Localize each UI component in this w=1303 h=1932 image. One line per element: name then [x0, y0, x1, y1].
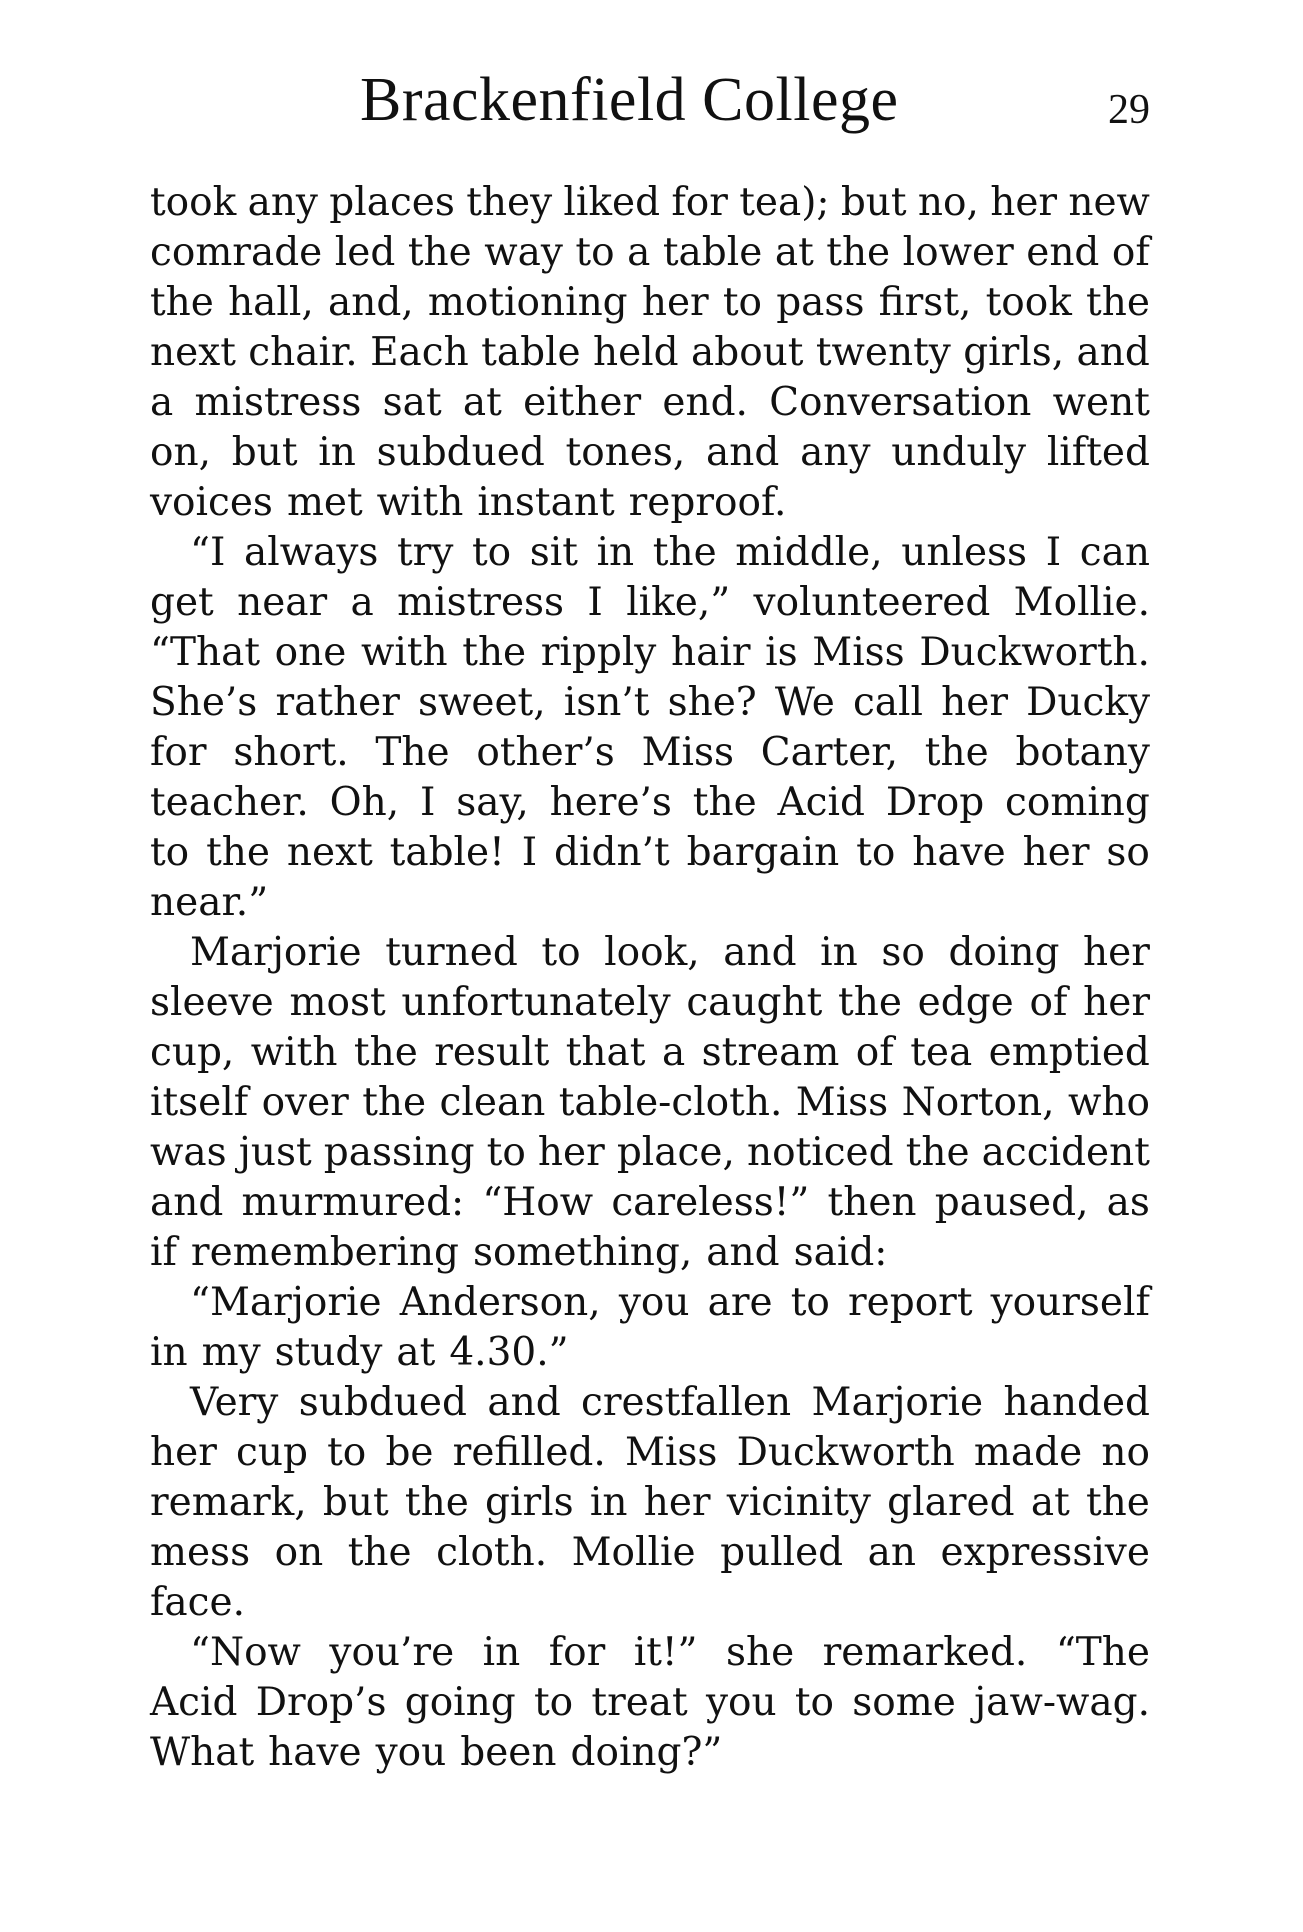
text-line: took any places they liked for tea); but no, her new: [150, 180, 1150, 225]
text-line: Acid Drop’s going to treat you to some jaw-wag.: [150, 1680, 1150, 1725]
text-line: Very subdued and crestfallen Marjorie handed: [190, 1380, 1150, 1425]
text-line: mess on the cloth. Mollie pulled an expressive: [150, 1530, 1150, 1575]
text-line: next chair. Each table held about twenty girls, and: [150, 330, 1150, 375]
text-line: a mistress sat at either end. Conversation went: [150, 380, 1150, 425]
running-title: Brackenfield College: [360, 66, 899, 134]
text-line: voices met with instant reproof.: [150, 480, 787, 525]
text-line: if remembering something, and said:: [150, 1230, 888, 1275]
text-line: sleeve most unfortunately caught the edge of her: [150, 980, 1150, 1025]
text-line: face.: [150, 1580, 246, 1625]
text-line: itself over the clean table-cloth. Miss Norton, who: [150, 1080, 1150, 1125]
text-line: cup, with the result that a stream of tea emptied: [150, 1030, 1150, 1075]
text-line: What have you been doing?”: [150, 1730, 723, 1775]
text-line: on, but in subdued tones, and any unduly lifted: [150, 430, 1150, 475]
page-header: [150, 60, 1150, 140]
text-line: Marjorie turned to look, and in so doing her: [190, 930, 1150, 975]
page-number: 29: [1108, 87, 1150, 133]
text-line: comrade led the way to a table at the lower end of: [150, 230, 1150, 275]
text-line: and murmured: “How careless!” then paused, as: [150, 1180, 1150, 1225]
text-line: for short. The other’s Miss Carter, the botany: [150, 730, 1150, 775]
text-line: teacher. Oh, I say, here’s the Acid Drop coming: [150, 780, 1150, 825]
text-line: the hall, and, motioning her to pass first, took the: [150, 280, 1150, 325]
text-line: get near a mistress I like,” volunteered Mollie.: [150, 580, 1150, 625]
body-text: [150, 178, 1150, 1778]
text-line: “Now you’re in for it!” she remarked. “The: [190, 1630, 1150, 1675]
text-line: She’s rather sweet, isn’t she? We call her Ducky: [150, 680, 1150, 725]
text-line: her cup to be refilled. Miss Duckworth made no: [150, 1430, 1150, 1475]
text-line: in my study at 4.30.”: [150, 1330, 569, 1375]
text-line: to the next table! I didn’t bargain to have her so: [150, 830, 1150, 875]
text-line: near.”: [150, 880, 269, 925]
text-line: was just passing to her place, noticed the accident: [150, 1130, 1150, 1175]
text-line: “Marjorie Anderson, you are to report yourself: [190, 1280, 1150, 1325]
text-line: “I always try to sit in the middle, unless I can: [190, 530, 1150, 575]
text-line: remark, but the girls in her vicinity glared at the: [150, 1480, 1150, 1525]
text-line: “That one with the ripply hair is Miss Duckworth.: [150, 630, 1150, 675]
